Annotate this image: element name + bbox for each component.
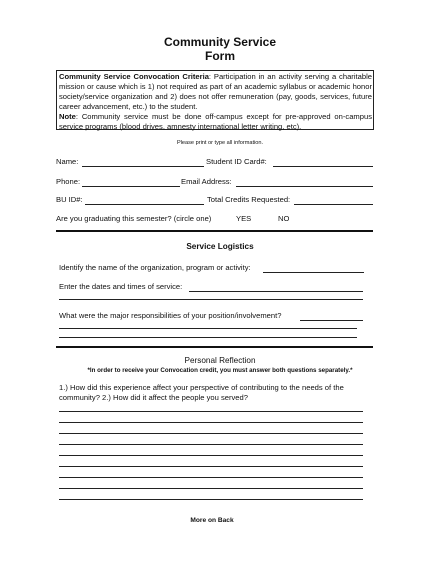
org-field[interactable] bbox=[263, 272, 364, 273]
bu-id-label: BU ID#: bbox=[56, 195, 83, 204]
note-body: : Community service must be done off-campus except for pre-approved on-campus service programs (blood drives, amnesty international letter writing, etc). bbox=[59, 112, 372, 131]
org-label: Identify the name of the organization, program or activity: bbox=[59, 263, 251, 272]
email-field[interactable] bbox=[236, 186, 373, 187]
name-field[interactable] bbox=[82, 166, 204, 167]
section-divider bbox=[56, 346, 373, 348]
answer-line[interactable] bbox=[59, 455, 363, 456]
graduating-no[interactable]: NO bbox=[278, 214, 290, 223]
responsibilities-label: What were the major responsibilities of your position/involvement? bbox=[59, 311, 282, 320]
criteria-label: Community Service Convocation Criteria bbox=[59, 72, 209, 81]
answer-line[interactable] bbox=[59, 444, 363, 445]
answer-line[interactable] bbox=[59, 411, 363, 412]
dates-field-line2[interactable] bbox=[59, 299, 363, 300]
criteria-text bbox=[59, 72, 372, 132]
dates-label: Enter the dates and times of service: bbox=[59, 282, 183, 291]
phone-label: Phone: bbox=[56, 177, 81, 186]
criteria-body: : Participation in an activity serving a charitable mission or cause which is 1) not required as part of an academic syllabus or academic honor society/service organization and 2) does not offer remuneration (pay, goods, services, future career advancement, etc.) to the student. bbox=[59, 72, 372, 111]
responsibilities-field[interactable] bbox=[300, 320, 363, 321]
responsibilities-line[interactable] bbox=[59, 328, 357, 329]
form-title-line2: Form bbox=[205, 49, 235, 63]
responsibilities-line[interactable] bbox=[59, 337, 357, 338]
form-title-line1: Community Service bbox=[163, 35, 277, 49]
dates-field[interactable] bbox=[189, 291, 363, 292]
answer-line[interactable] bbox=[59, 499, 363, 500]
graduating-question: Are you graduating this semester? (circle one) bbox=[56, 214, 212, 223]
reflection-heading: Personal Reflection bbox=[184, 356, 256, 365]
instructions: Please print or type all information. bbox=[176, 140, 264, 146]
reflection-questions: 1.) How did this experience affect your perspective of contributing to the needs of the community? 2.) How did it affect the people you served? bbox=[59, 383, 344, 402]
reflection-subheading: *In order to receive your Convocation credit, you must answer both questions separately.* bbox=[87, 367, 353, 374]
more-on-back: More on Back bbox=[190, 517, 234, 524]
note-label: Note bbox=[59, 112, 76, 121]
email-label: Email Address: bbox=[181, 177, 232, 186]
logistics-heading: Service Logistics bbox=[186, 242, 254, 251]
graduating-yes[interactable]: YES bbox=[236, 214, 252, 223]
section-divider bbox=[56, 230, 373, 232]
name-label: Name: bbox=[56, 157, 79, 166]
answer-line[interactable] bbox=[59, 466, 363, 467]
bu-id-field[interactable] bbox=[85, 204, 204, 205]
credits-field[interactable] bbox=[294, 204, 373, 205]
student-id-field[interactable] bbox=[273, 166, 373, 167]
answer-line[interactable] bbox=[59, 422, 363, 423]
answer-line[interactable] bbox=[59, 488, 363, 489]
student-id-label: Student ID Card#: bbox=[206, 157, 267, 166]
credits-label: Total Credits Requested: bbox=[207, 195, 291, 204]
answer-line[interactable] bbox=[59, 433, 363, 434]
answer-line[interactable] bbox=[59, 477, 363, 478]
phone-field[interactable] bbox=[82, 186, 180, 187]
